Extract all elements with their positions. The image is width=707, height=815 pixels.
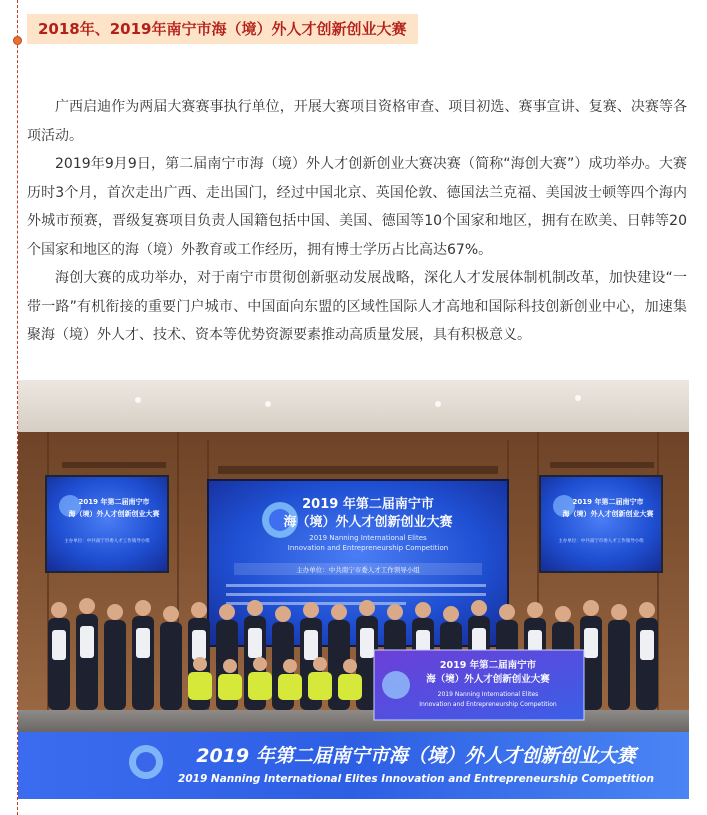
article-paragraph-1: 广西启迪作为两届大赛赛事执行单位，开展大赛项目资格审查、项目初选、赛事宣讲、复赛、决赛等各项活动。 (27, 99, 687, 144)
podium-title-cn-1: 2019 年第二届南宁市 (439, 660, 537, 671)
article-paragraph-3: 海创大赛的成功举办，对于南宁市贯彻创新驱动发展战略，深化人才发展体制机制改革，加快建设“一带一路”有机衔接的重要门户城市、中国面向东盟的区域性国际人才高地和国际科技创新创业中心，加速集聚海（境）外人才、技术、资本等优势资源要素推动高质量发展，具有积极意义。 (27, 270, 687, 343)
section-title: 2018年、2019年南宁市海（境）外人才创新创业大赛 (27, 14, 418, 44)
article-body (27, 93, 687, 350)
article-paragraph-2: 2019年9月9日，第二届南宁市海（境）外人才创新创业大赛决赛（简称“海创大赛”）成功举办。大赛历时3个月，首次走出广西、走出国门，经过中国北京、英国伦敦、德国法兰克福、美国波士顿等四个海内外城市预赛，晋级复赛项目负责人国籍包括中国、美国、德国等10个国家和地区，拥有在欧美、日韩等20个国家和地区的海（境）外教育或工作经历，拥有博士学历占比高达67%。 (27, 156, 687, 258)
podium-title-en-2: Innovation and Entrepreneurship Competition (419, 701, 557, 708)
main-screen-title-cn-2: 海（境）外人才创新创业大赛 (283, 515, 453, 530)
stage-front-banner (18, 732, 689, 799)
event-group-photo (18, 380, 689, 799)
banner-title-cn: 2019 年第二届南宁市海（境）外人才创新创业大赛 (196, 745, 636, 767)
left-screen-title-cn-2: 海（境）外人才创新创业大赛 (68, 510, 160, 518)
left-side-screen (46, 476, 168, 572)
right-side-screen (540, 476, 662, 572)
right-screen-host: 主办单位：中共南宁市委人才工作领导小组 (558, 539, 644, 544)
banner-title-en: 2019 Nanning International Elites Innovation and Entrepreneurship Competition (178, 773, 654, 785)
right-screen-title-cn-2: 海（境）外人才创新创业大赛 (562, 510, 654, 518)
main-screen-host: 主办单位：中共南宁市委人才工作领导小组 (296, 566, 420, 574)
right-screen-title-cn-1: 2019 年第二届南宁市 (572, 498, 644, 506)
main-screen-title-cn-1: 2019 年第二届南宁市 (302, 497, 434, 512)
podium-title-en-1: 2019 Nanning International Elites (437, 691, 539, 698)
left-screen-title-cn-1: 2019 年第二届南宁市 (78, 498, 150, 506)
podium-title-cn-2: 海（境）外人才创新创业大赛 (426, 674, 550, 685)
main-screen-title-en-1: 2019 Nanning International Elites (309, 534, 427, 542)
left-screen-host: 主办单位：中共南宁市委人才工作领导小组 (64, 539, 150, 544)
bullet-dot-icon (13, 36, 22, 45)
main-screen-title-en-2: Innovation and Entrepreneurship Competition (287, 544, 449, 552)
podium-sign (374, 650, 584, 720)
